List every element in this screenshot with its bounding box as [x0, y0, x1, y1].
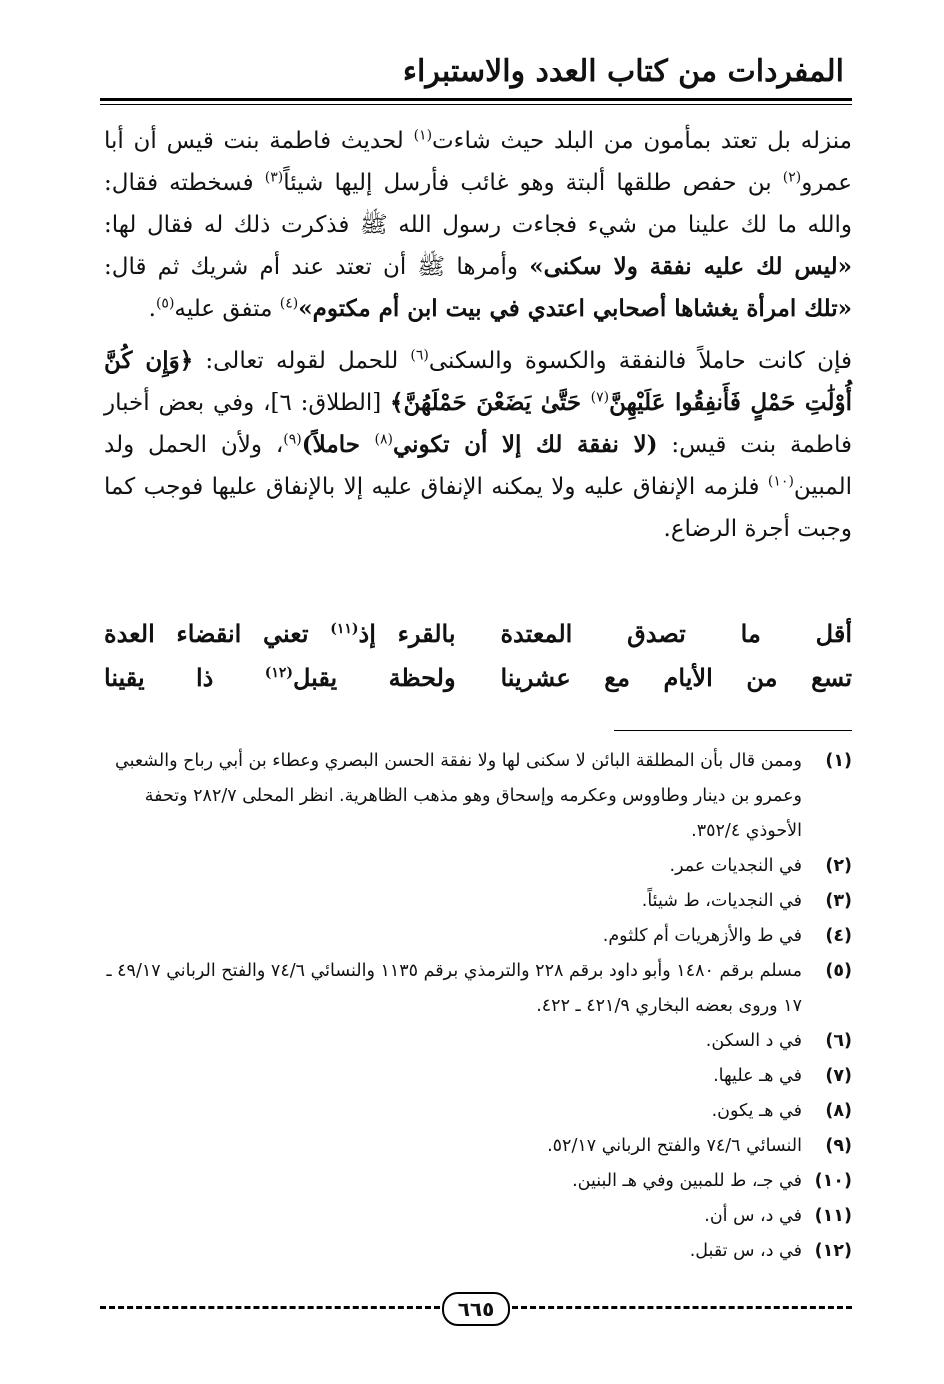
- text-run: وأمرها ﷺ أن تعتد عند أم شريك ثم قال:: [104, 254, 530, 280]
- main-text: [104, 120, 852, 550]
- footnote-ref: (١): [413, 127, 433, 144]
- header-rule-thick: [100, 98, 852, 101]
- footnote-number: (٣): [825, 891, 852, 911]
- hemistich-first: تسع من الأيام مع عشرينا: [500, 663, 852, 692]
- text-run: فلزمه الإنفاق عليه ولا يمكنه الإنفاق عليه إلا بالإنفاق عليها فوجب كما وجبت أجرة الرضاع.: [104, 474, 852, 542]
- hemistich-second: [104, 612, 456, 656]
- footnote-ref: (٨): [374, 431, 393, 448]
- footnote-text: النسائي ٧٤/٦ والفتح الرباني ٥٢/١٧.: [547, 1136, 802, 1156]
- footnote-separator: [614, 730, 852, 731]
- footnote-ref: (٩): [283, 431, 302, 448]
- footnote-text: في هـ عليها.: [713, 1066, 802, 1086]
- footnote-number: (٨): [825, 1101, 852, 1121]
- running-title: المفردات من كتاب العدد والاستبراء: [402, 54, 844, 89]
- hemistich-second: [104, 656, 456, 700]
- footnote-text: في جـ، ط للمبين وفي هـ البنين.: [572, 1171, 802, 1191]
- hadith-quote: حاملاً): [301, 431, 375, 458]
- footnote-item: [104, 1234, 852, 1269]
- footnote-item: [104, 849, 852, 884]
- footnote-text: وممن قال بأن المطلقة البائن لا سكنى لها ولا نفقة الحسن البصري وعطاء بن أبي رباح والشعبي وعمرو بن دينار وطاووس وعكرمه وإسحاق وهو مذهب الظاهرية. انظر المحلى ٢٨٢/٧ وتحفة الأحوذي ٣٥٢/٤.: [115, 751, 802, 841]
- footnote-ref: (١٠): [767, 473, 794, 490]
- footnote-item: [104, 919, 852, 954]
- quran-verse: حَتَّىٰ يَضَعْنَ حَمْلَهُنَّ﴾: [390, 389, 591, 416]
- footnote-ref: (٥): [155, 295, 175, 312]
- footnote-ref: (٢): [782, 169, 802, 186]
- footnote-item: [104, 744, 852, 849]
- footer-dash-right: [512, 1306, 852, 1309]
- text-run: ولحظة يقبل: [293, 663, 456, 692]
- footnote-number: (١): [825, 751, 852, 771]
- text-run: [الطلاق: ٦]، وفي بعض أخبار فاطمة بنت قيس:: [104, 390, 852, 458]
- poem-line-1: [104, 612, 852, 656]
- footnote-text: مسلم برقم ١٤٨٠ وأبو داود برقم ٢٢٨ والترمذي برقم ١١٣٥ والنسائي ٧٤/٦ والفتح الرباني ٤٩/١٧ ـ ١٧ وروى بعضه البخاري ٤٢١/٩ ـ ٤٢٢.: [106, 961, 802, 1016]
- footnote-ref: (٣): [264, 169, 284, 186]
- page-footer: [100, 1292, 852, 1326]
- footnote-text: في هـ يكون.: [711, 1101, 802, 1121]
- footnote-number: (٥): [825, 961, 852, 981]
- paragraph-2: [104, 340, 852, 550]
- footnote-ref: (٦): [410, 347, 429, 364]
- footnote-item: [104, 1059, 852, 1094]
- text-run: فسخطته فقال: والله ما لك علينا من شيء فجاءت رسول الله ﷺ فذكرت ذلك له فقال لها:: [104, 170, 852, 238]
- footnote-ref: (١٢): [264, 665, 293, 681]
- footnote-item: [104, 954, 852, 1024]
- footnote-item: [104, 1199, 852, 1234]
- text-run: بن حفص طلقها ألبتة وهو غائب فأرسل إليها شيئاً: [283, 170, 783, 196]
- paragraph-1: [104, 120, 852, 330]
- footnote-ref: (٧): [590, 389, 610, 406]
- text-run: متفق عليه: [174, 296, 280, 322]
- footnote-ref: (١١): [330, 621, 359, 637]
- footnote-text: في ط والأزهريات أم كلثوم.: [602, 926, 802, 946]
- footnote-text: في د، س تقبل.: [689, 1241, 802, 1261]
- footnote-item: [104, 1164, 852, 1199]
- text-run: ذا يقينا: [104, 663, 265, 692]
- text-run: ، ولأن الحمل ولد المبين: [104, 432, 852, 500]
- footnote-text: في النجديات، ط شيئاً.: [641, 891, 802, 911]
- footnote-item: [104, 1024, 852, 1059]
- poem-verses: [104, 612, 852, 700]
- quran-verse: ﴿وَإِن كُنَّ أُوْلَٰتِ حَمْلٍ فَأَنفِقُوا عَلَيْهِنَّ: [104, 347, 852, 416]
- page-number: ٦٦٥: [442, 1292, 510, 1326]
- hadith-quote: «ليس لك عليه نفقة ولا سكنى»: [529, 253, 853, 280]
- footnote-item: [104, 1094, 852, 1129]
- text-run: .: [148, 296, 156, 322]
- hadith-quote: (لا نفقة لك إلا أن تكوني: [392, 431, 658, 458]
- footnote-item: [104, 1129, 852, 1164]
- footnote-number: (٧): [825, 1066, 852, 1086]
- hadith-quote: «تلك امرأة يغشاها أصحابي اعتدي في بيت ابن أم مكتوم»: [298, 295, 852, 322]
- footnote-number: (١٢): [814, 1241, 852, 1261]
- footnote-text: في د السكن.: [705, 1031, 802, 1051]
- footnote-number: (٦): [825, 1031, 852, 1051]
- text-run: بالقرء إذ: [358, 619, 456, 648]
- footnote-number: (١٠): [814, 1171, 852, 1191]
- text-run: لحديث فاطمة بنت قيس أن أبا عمرو: [104, 128, 853, 196]
- text-run: للحمل لقوله تعالى:: [193, 348, 411, 374]
- footnote-ref: (٤): [279, 295, 299, 312]
- footnote-number: (١١): [814, 1206, 852, 1226]
- header-rule-thin: [100, 104, 852, 105]
- text-run: تعني انقضاء العدة: [104, 619, 331, 648]
- footnotes: [104, 744, 852, 1269]
- footnote-number: (٤): [825, 926, 852, 946]
- footnote-item: [104, 884, 852, 919]
- hemistich-first: أقل ما تصدق المعتدة: [500, 619, 852, 648]
- text-run: فإن كانت حاملاً فالنفقة والكسوة والسكنى: [428, 348, 852, 374]
- footnote-number: (٢): [825, 856, 852, 876]
- text-run: منزله بل تعتد بمأمون من البلد حيث شاءت: [432, 128, 852, 154]
- poem-line-2: [104, 656, 852, 700]
- footnote-text: في النجديات عمر.: [669, 856, 802, 876]
- footnote-text: في د، س أن.: [704, 1206, 802, 1226]
- footnote-number: (٩): [825, 1136, 852, 1156]
- footer-dash-left: [100, 1306, 440, 1309]
